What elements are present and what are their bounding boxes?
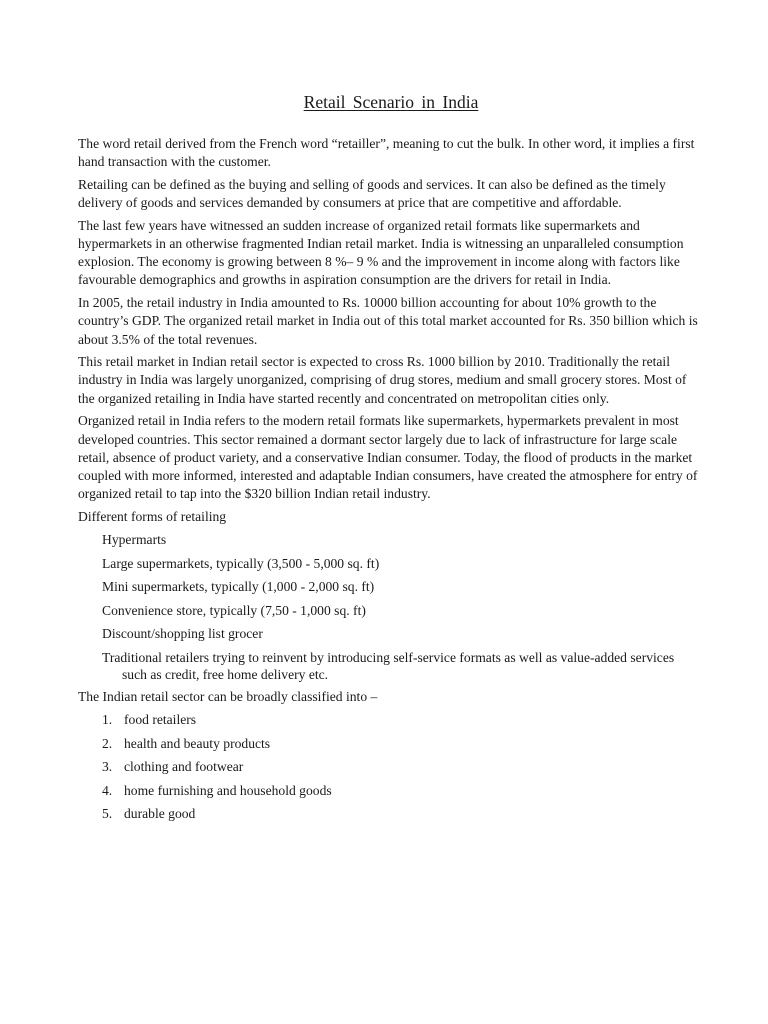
list-item: Hypermarts: [102, 532, 167, 548]
forms-heading: Different forms of retailing: [78, 508, 227, 524]
paragraph-organized-retail: Organized retail in India refers to the modern retail formats like supermarkets, hypermarkets prevalent in most developed countries. This sector remained a dormant sector largely due to lack of infrastructure for large scale retail, absence of product variety, and a conservative Indian consumer. Today, the flood of products in the market coupled with more informed, interested and adaptable Indian consumers, have created the atmosphere for entry of organized retail to tap into the $320 billion Indian retail industry.: [78, 413, 698, 502]
list-item-text: durable good: [124, 806, 196, 822]
document-title: Retail Scenario in India: [303, 92, 479, 112]
classification-list: [78, 711, 698, 823]
list-number: 4.: [102, 782, 113, 798]
list-number: 5.: [102, 806, 113, 822]
paragraph-definition: The word retail derived from the French word “retailler”, meaning to cut the bulk. In other word, it implies a first hand transaction with the customer.: [78, 136, 695, 170]
list-item: [102, 758, 698, 776]
list-item: [102, 782, 698, 800]
list-item: Large supermarkets, typically (3,500 - 5,000 sq. ft): [102, 555, 380, 571]
classification-heading: The Indian retail sector can be broadly classified into –: [78, 688, 378, 704]
list-item: Traditional retailers trying to reinvent by introducing self-service formats as well as value-added services such as credit, free home delivery etc.: [102, 649, 675, 682]
list-number: 3.: [102, 759, 113, 775]
list-item-text: health and beauty products: [124, 735, 271, 751]
list-item-text: home furnishing and household goods: [124, 782, 332, 798]
list-item: Mini supermarkets, typically (1,000 - 2,000 sq. ft): [102, 579, 375, 595]
list-item: [102, 805, 698, 823]
list-item: [102, 711, 698, 729]
list-item-text: clothing and footwear: [124, 759, 244, 775]
paragraph-recent-growth: The last few years have witnessed an sudden increase of organized retail formats like supermarkets and hypermarkets in an otherwise fragmented Indian retail market. India is witnessing an unparalleled consumption explosion. The economy is growing between 8 %– 9 % and the improvement in income along with factors like favourable demographics and growths in aspiration consumption are the drivers for retail in India.: [78, 217, 684, 288]
list-number: 2.: [102, 735, 113, 751]
list-item: Discount/shopping list grocer: [102, 626, 263, 642]
paragraph-retailing-definition: Retailing can be defined as the buying and selling of goods and services. It can also be defined as the timely delivery of goods and services demanded by consumers at price that are competitive and affordable.: [78, 176, 666, 211]
list-number: 1.: [102, 712, 113, 728]
list-item-text: food retailers: [124, 712, 197, 728]
paragraph-market-forecast: This retail market in Indian retail sector is expected to cross Rs. 1000 billion by 2010. Traditionally the retail industry in India was largely unorganized, comprising of drug stores, medium and small grocery stores. Most of the organized retailing in India have started recently and concentrated on metropolitan cities only.: [78, 354, 687, 406]
retail-forms-list: [78, 531, 698, 683]
list-item: [102, 735, 698, 753]
paragraph-2005-figures: In 2005, the retail industry in India amounted to Rs. 10000 billion accounting for about 10% growth to the country’s GDP. The organized retail market in India out of this total market accounted for Rs. 350 billion which is about 3.5% of the total revenues.: [78, 295, 698, 347]
list-item: Convenience store, typically (7,50 - 1,000 sq. ft): [102, 602, 366, 618]
